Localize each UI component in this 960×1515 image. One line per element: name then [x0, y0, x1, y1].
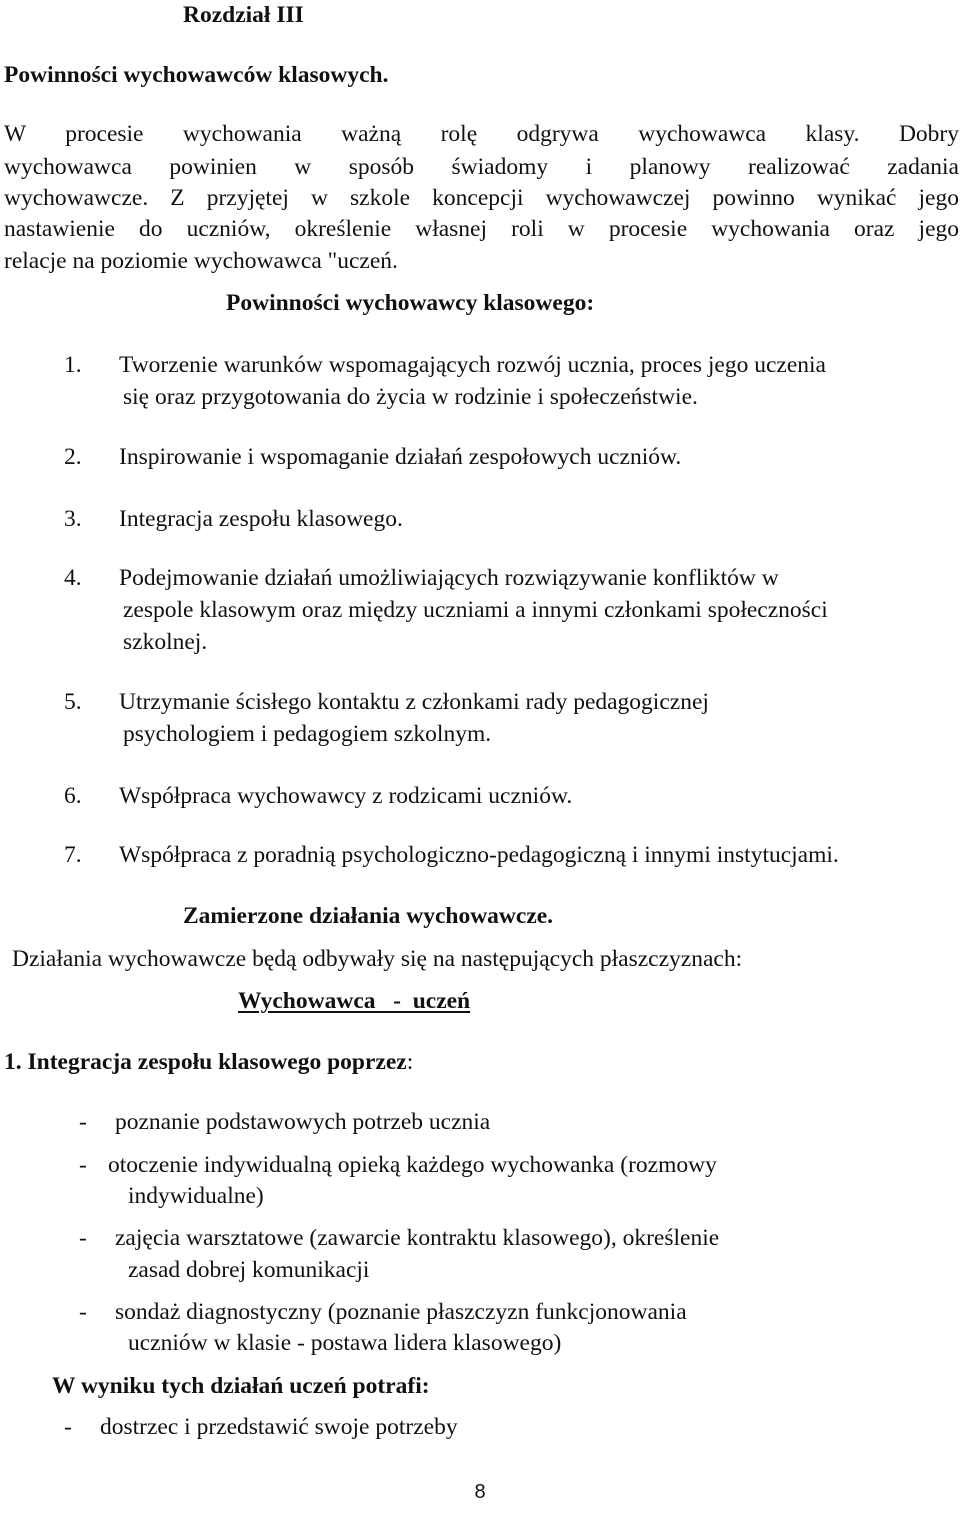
list-dash: -	[79, 1109, 87, 1135]
intro-line-2: wychowawca powinien w sposób świadomy i planowy realizować zadania	[4, 154, 959, 180]
duty-line: Współpraca z poradnią psychologiczno-pedagogiczną i innymi instytucjami.	[119, 842, 839, 868]
intro-line-3: wychowawcze. Z przyjętej w szkole koncepcji wychowawczej powinno wynikać jego	[4, 185, 959, 211]
duty-line: szkolnej.	[123, 629, 208, 655]
duty-number: 1.	[64, 352, 82, 378]
duty-number: 2.	[64, 444, 82, 470]
duty-number: 3.	[64, 506, 82, 532]
duty-number: 6.	[64, 783, 82, 809]
list-item: sondaż diagnostyczny (poznanie płaszczyzn funkcjonowania	[115, 1299, 687, 1325]
duty-line: zespole klasowym oraz między uczniami a innymi członkami społeczności	[123, 597, 828, 623]
duty-line: Inspirowanie i wspomaganie działań zespołowych uczniów.	[119, 444, 682, 470]
intro-line-4: nastawienie do uczniów, określenie własnej roli w procesie wychowania oraz jego	[4, 216, 959, 242]
integration-colon: :	[406, 1049, 414, 1075]
list-dash: -	[64, 1414, 72, 1440]
duty-line: Tworzenie warunków wspomagających rozwój ucznia, proces jego uczenia	[119, 352, 826, 378]
list-dash: -	[79, 1299, 87, 1325]
list-item: indywidualne)	[128, 1183, 264, 1209]
list-dash: -	[79, 1152, 87, 1178]
plane-heading: Wychowawca - uczeń	[238, 988, 471, 1014]
duty-number: 5.	[64, 689, 82, 715]
chapter-title: Rozdział III	[183, 2, 304, 28]
result-heading: W wyniku tych działań uczeń potrafi:	[52, 1373, 430, 1399]
section-title: Powinności wychowawców klasowych.	[4, 62, 389, 88]
list-item: otoczenie indywidualną opieką każdego wychowanka (rozmowy	[108, 1152, 717, 1178]
duty-line: Utrzymanie ścisłego kontaktu z członkami rady pedagogicznej	[119, 689, 709, 715]
page-number: 8	[474, 1481, 486, 1503]
list-item: zajęcia warsztatowe (zawarcie kontraktu klasowego), określenie	[115, 1225, 720, 1251]
list-dash: -	[79, 1225, 87, 1251]
actions-intro: Działania wychowawcze będą odbywały się na następujących płaszczyznach:	[12, 946, 743, 972]
duties-heading: Powinności wychowawcy klasowego:	[226, 290, 595, 316]
list-item: zasad dobrej komunikacji	[128, 1257, 370, 1283]
intro-line-1: W procesie wychowania ważną rolę odgrywa wychowawca klasy. Dobry	[4, 121, 959, 147]
list-item: uczniów w klasie - postawa lidera klasowego)	[128, 1330, 562, 1356]
duty-line: psychologiem i pedagogiem szkolnym.	[123, 721, 492, 747]
duty-number: 4.	[64, 565, 82, 591]
integration-heading	[4, 1047, 413, 1077]
actions-heading: Zamierzone działania wychowawcze.	[183, 903, 554, 929]
list-item: dostrzec i przedstawić swoje potrzeby	[100, 1414, 458, 1440]
duty-line: Integracja zespołu klasowego.	[119, 506, 403, 532]
list-item: poznanie podstawowych potrzeb ucznia	[115, 1109, 491, 1135]
intro-line-5: relacje na poziomie wychowawca "uczeń.	[4, 248, 398, 274]
duty-line: Podejmowanie działań umożliwiających rozwiązywanie konfliktów w	[119, 565, 779, 591]
duty-line: się oraz przygotowania do życia w rodzinie i społeczeństwie.	[123, 384, 698, 410]
duty-line: Współpraca wychowawcy z rodzicami uczniów.	[119, 783, 573, 809]
integration-heading-text: 1. Integracja zespołu klasowego poprzez	[4, 1049, 407, 1075]
duty-number: 7.	[64, 842, 82, 868]
